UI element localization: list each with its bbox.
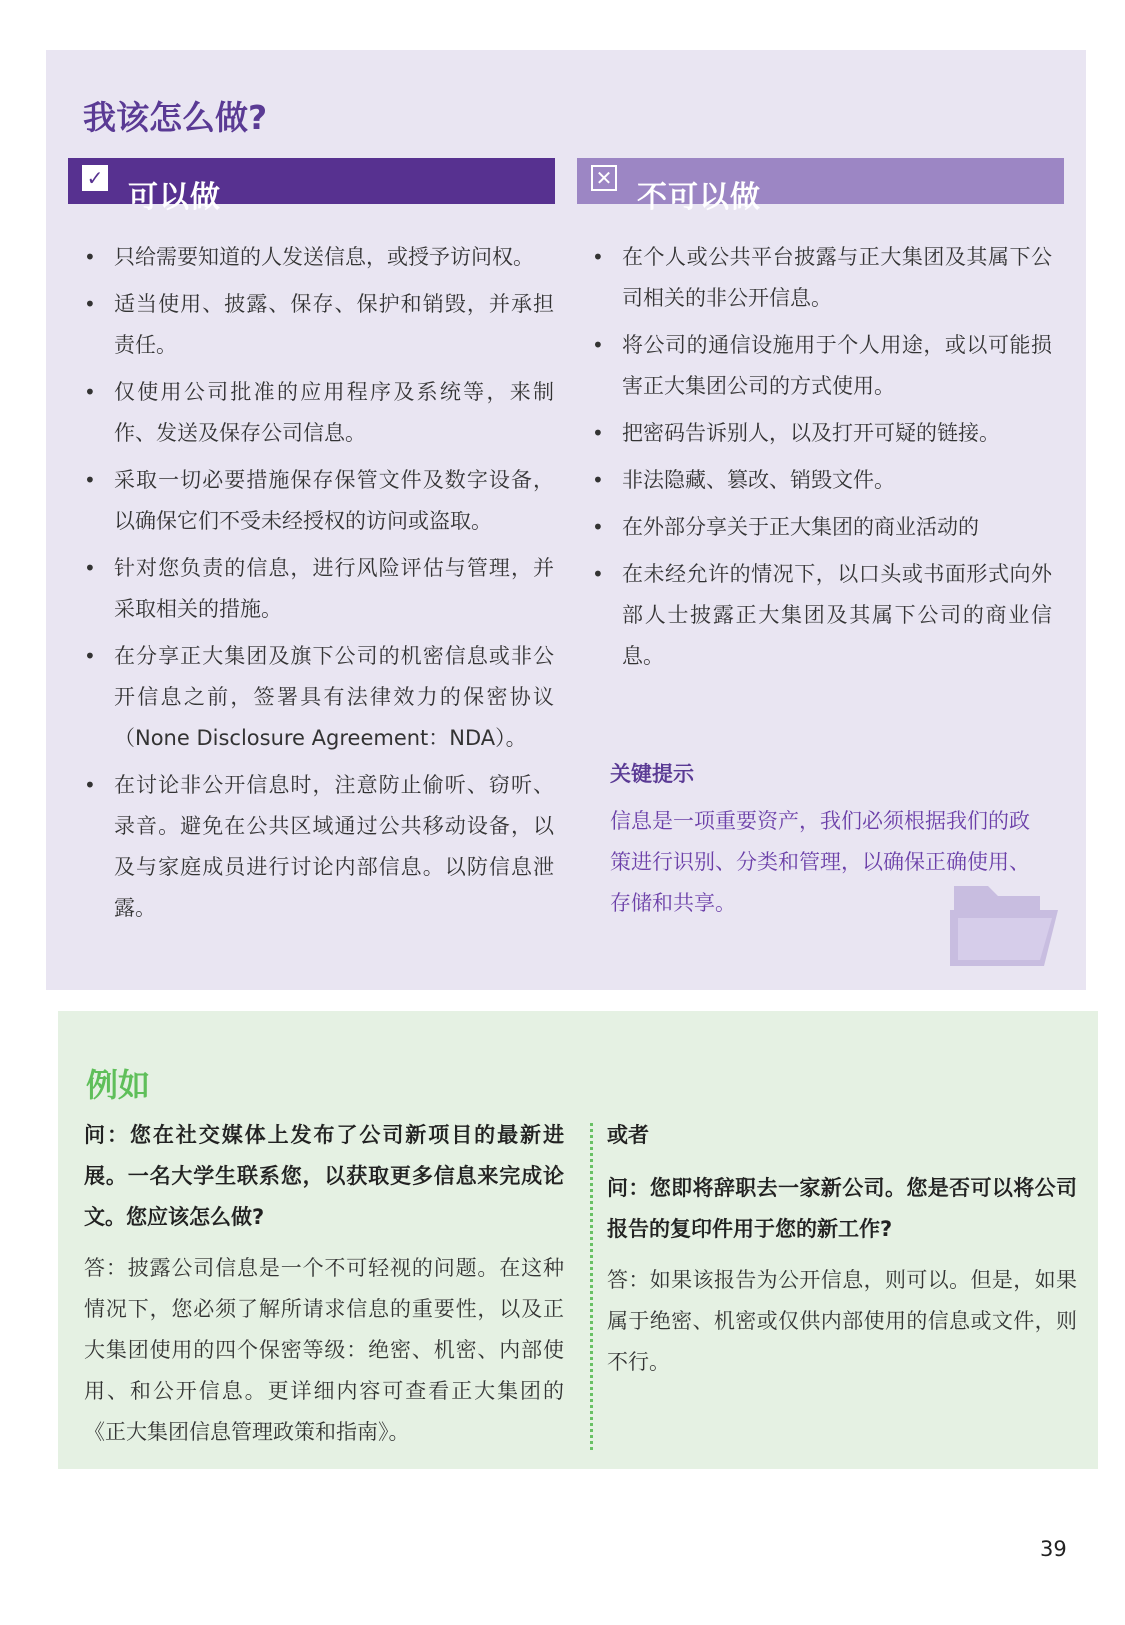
- dont-title: 不可以做: [637, 180, 761, 215]
- dont-list: [592, 237, 1052, 683]
- or-label: 或者: [607, 1123, 649, 1147]
- example-left-column: [84, 1115, 564, 1453]
- list-item: • 在个人或公共平台披露与正大集团及其属下公司相关的非公开信息。: [592, 237, 1052, 319]
- question-2: 问：您即将辞职去一家新公司。您是否可以将公司报告的复印件用于您的新工作?: [607, 1176, 1077, 1241]
- list-item: • 将公司的通信设施用于个人用途，或以可能损害正大集团公司的方式使用。: [592, 325, 1052, 407]
- question-1: 问：您在社交媒体上发布了公司新项目的最新进展。一名大学生联系您，以获取更多信息来完成论文。您应该怎么做?: [84, 1123, 564, 1229]
- do-list: [84, 237, 554, 935]
- tip-text: 信息是一项重要资产，我们必须根据我们的政策进行识别、分类和管理，以确保正确使用、存储和共享。: [610, 809, 1030, 915]
- list-item: • 仅使用公司批准的应用程序及系统等，来制作、发送及保存公司信息。: [84, 372, 554, 454]
- tip-title: 关键提示: [610, 762, 694, 786]
- checkbox-checked-icon: ✓: [82, 165, 108, 191]
- column-divider: [590, 1123, 593, 1450]
- list-item: • 把密码告诉别人，以及打开可疑的链接。: [592, 413, 1052, 454]
- answer-2: 答：如果该报告为公开信息，则可以。但是，如果属于绝密、机密或仅供内部使用的信息或文件，则不行。: [607, 1268, 1077, 1374]
- list-item: • 在未经允许的情况下，以口头或书面形式向外部人士披露正大集团及其属下公司的商业信息。: [592, 554, 1052, 677]
- list-item: • 在讨论非公开信息时，注意防止偷听、窃听、录音。避免在公共区域通过公共移动设备，以及与家庭成员进行讨论内部信息。以防信息泄露。: [84, 765, 554, 929]
- section-title: 我该怎么做?: [83, 98, 268, 137]
- folder-icon: [948, 880, 1063, 970]
- list-item: • 在分享正大集团及旗下公司的机密信息或非公开信息之前，签署具有法律效力的保密协议（None Disclosure Agreement：NDA）。: [84, 636, 554, 759]
- answer-1: 答：披露公司信息是一个不可轻视的问题。在这种情况下，您必须了解所请求信息的重要性，以及正大集团使用的四个保密等级：绝密、机密、内部使用、和公开信息。更详细内容可查看正大集团的《正大集团信息管理政策和指南》。: [84, 1256, 564, 1444]
- list-item: • 只给需要知道的人发送信息，或授予访问权。: [84, 237, 554, 278]
- list-item: • 非法隐藏、篡改、销毁文件。: [592, 460, 1052, 501]
- do-title: 可以做: [128, 180, 221, 215]
- list-item: • 采取一切必要措施保存保管文件及数字设备，以确保它们不受未经授权的访问或盗取。: [84, 460, 554, 542]
- checkbox-crossed-icon: ✕: [591, 165, 617, 191]
- list-item: • 适当使用、披露、保存、保护和销毁，并承担责任。: [84, 284, 554, 366]
- list-item: • 在外部分享关于正大集团的商业活动的: [592, 507, 1052, 548]
- list-item: • 针对您负责的信息，进行风险评估与管理，并采取相关的措施。: [84, 548, 554, 630]
- dont-header: [577, 158, 1064, 215]
- do-header: [68, 158, 555, 215]
- example-title: 例如: [86, 1066, 151, 1104]
- example-right-column: [607, 1115, 1077, 1383]
- page-number: 39: [1040, 1537, 1067, 1561]
